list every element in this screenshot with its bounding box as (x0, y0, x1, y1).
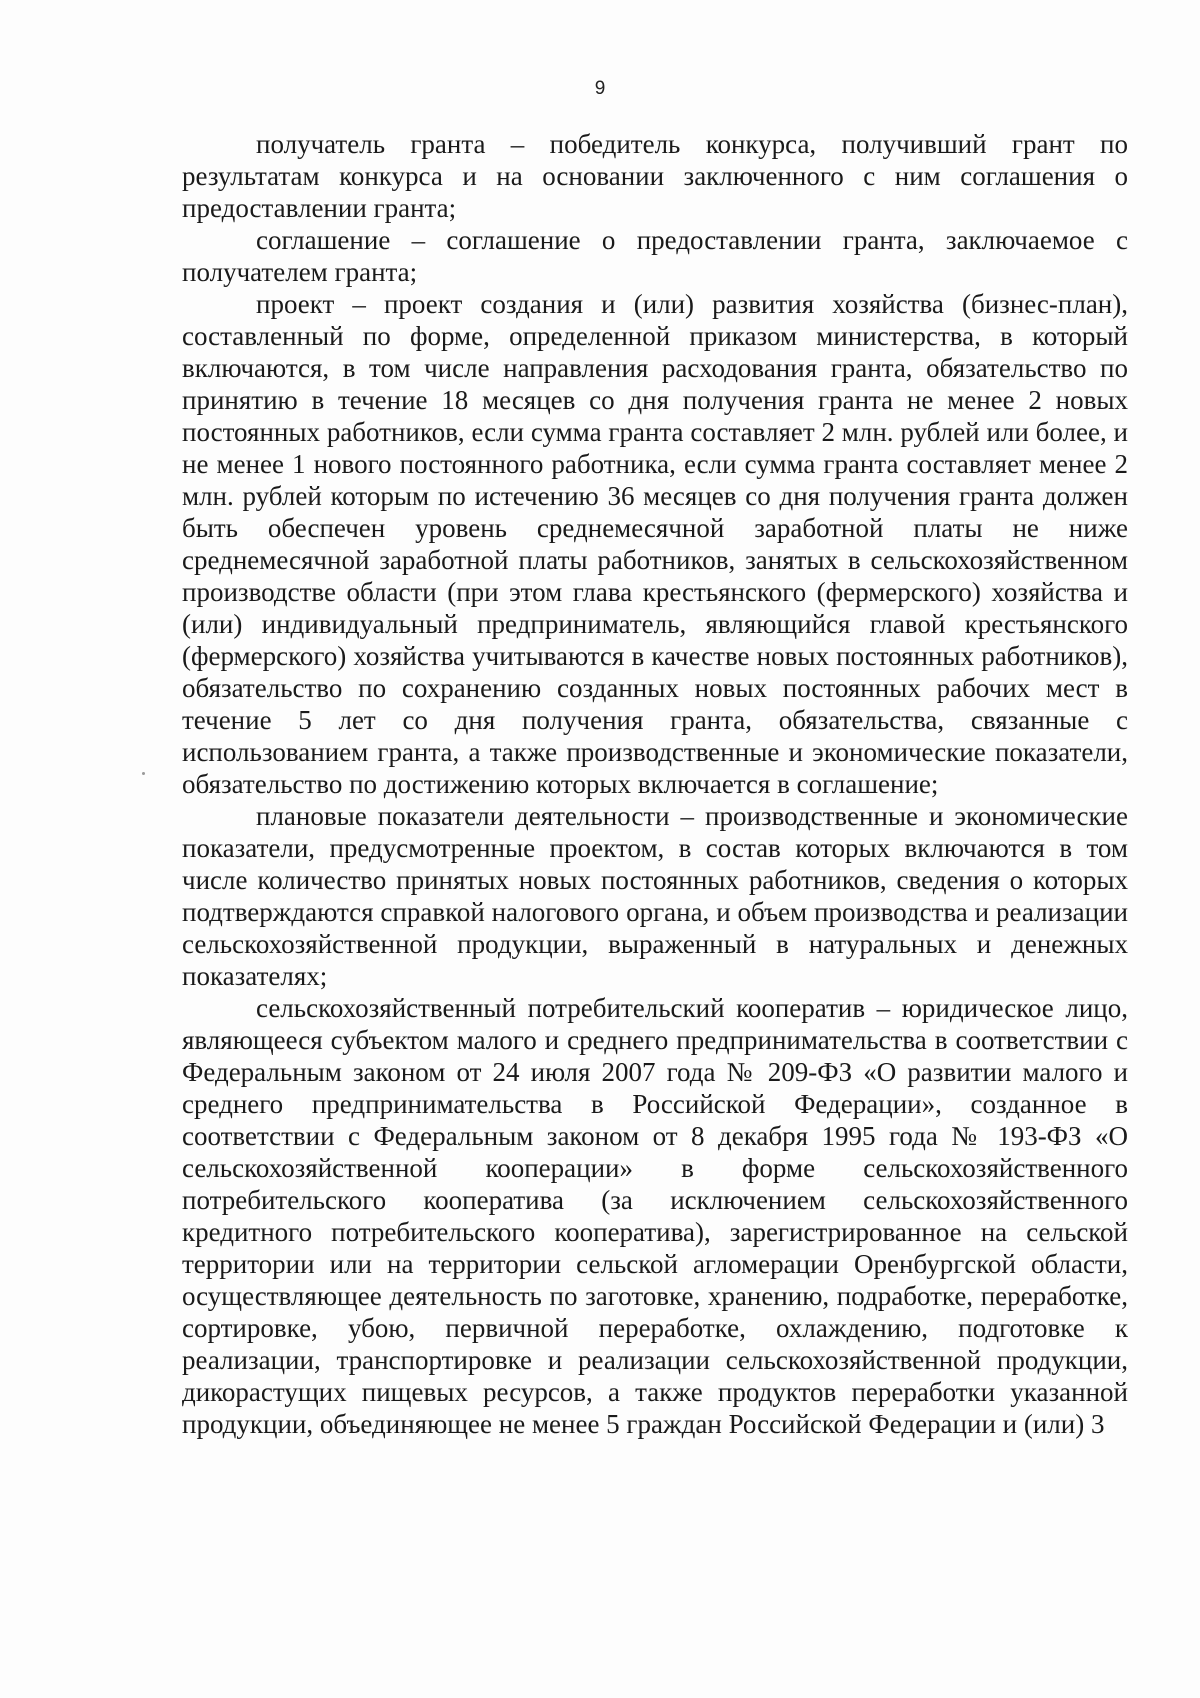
definition-paragraph-project: проект – проект создания и (или) развития хозяйства (бизнес-план), составленный по форме, определенной приказом министерства, в который включаются, в том числе направления расходования гранта, обязательство по принятию в течение 18 месяцев со дня получения гранта не менее 2 новых постоянных работников, если сумма гранта составляет 2 млн. рублей или более, и не менее 1 нового постоянного работника, если сумма гранта составляет менее 2 млн. рублей которым по истечению 36 месяцев со дня получения гранта должен быть обеспечен уровень среднемесячной заработной платы не ниже среднемесячной заработной платы работников, занятых в сельскохозяйственном производстве области (при этом глава крестьянского (фермерского) хозяйства и (или) индивидуальный предприниматель, являющийся главой крестьянского (фермерского) хозяйства учитываются в качестве новых постоянных работников), обязательство по сохранению созданных новых постоянных рабочих мест в течение 5 лет со дня получения гранта, обязательства, связанные с использованием гранта, а также производственные и экономические показатели, обязательство по достижению которых включается в соглашение; (182, 289, 1128, 799)
definition-paragraph-agreement: соглашение – соглашение о предоставлении гранта, заключаемое с получателем гранта; (182, 225, 1128, 287)
scan-artifact-dot (142, 772, 145, 775)
page-number: 9 (594, 78, 606, 99)
definition-paragraph-cooperative: сельскохозяйственный потребительский кооператив – юридическое лицо, являющееся субъектом малого и среднего предпринимательства в соответствии с Федеральным законом от 24 июля 2007 года № 209-ФЗ «О развитии малого и среднего предпринимательства в Российской Федерации», созданное в соответствии с Федеральным законом от 8 декабря 1995 года № 193-ФЗ «О сельскохозяйственной кооперации» в форме сельскохозяйственного потребительского кооператива (за исключением сельскохозяйственного кредитного потребительского кооператива), зарегистрированное на сельской территории или на территории сельской агломерации Оренбургской области, осуществляющее деятельность по заготовке, хранению, подработке, переработке, сортировке, убою, первичной переработке, охлаждению, подготовке к реализации, транспортировке и реализации сельскохозяйственной продукции, дикорастущих пищевых ресурсов, а также продуктов переработки указанной продукции, объединяющее не менее 5 граждан Российской Федерации и (или) 3 (182, 993, 1128, 1439)
definition-paragraph-planned-indicators: плановые показатели деятельности – производственные и экономические показатели, предусмотренные проектом, в состав которых включаются в том числе количество принятых новых постоянных работников, сведения о которых подтверждаются справкой налогового органа, и объем производства и реализации сельскохозяйственной продукции, выраженный в натуральных и денежных показателях; (182, 801, 1128, 991)
document-body (182, 128, 1128, 1440)
definition-paragraph-grant-recipient: получатель гранта – победитель конкурса, получивший грант по результатам конкурса и на основании заключенного с ним соглашения о предоставлении гранта; (182, 129, 1128, 223)
